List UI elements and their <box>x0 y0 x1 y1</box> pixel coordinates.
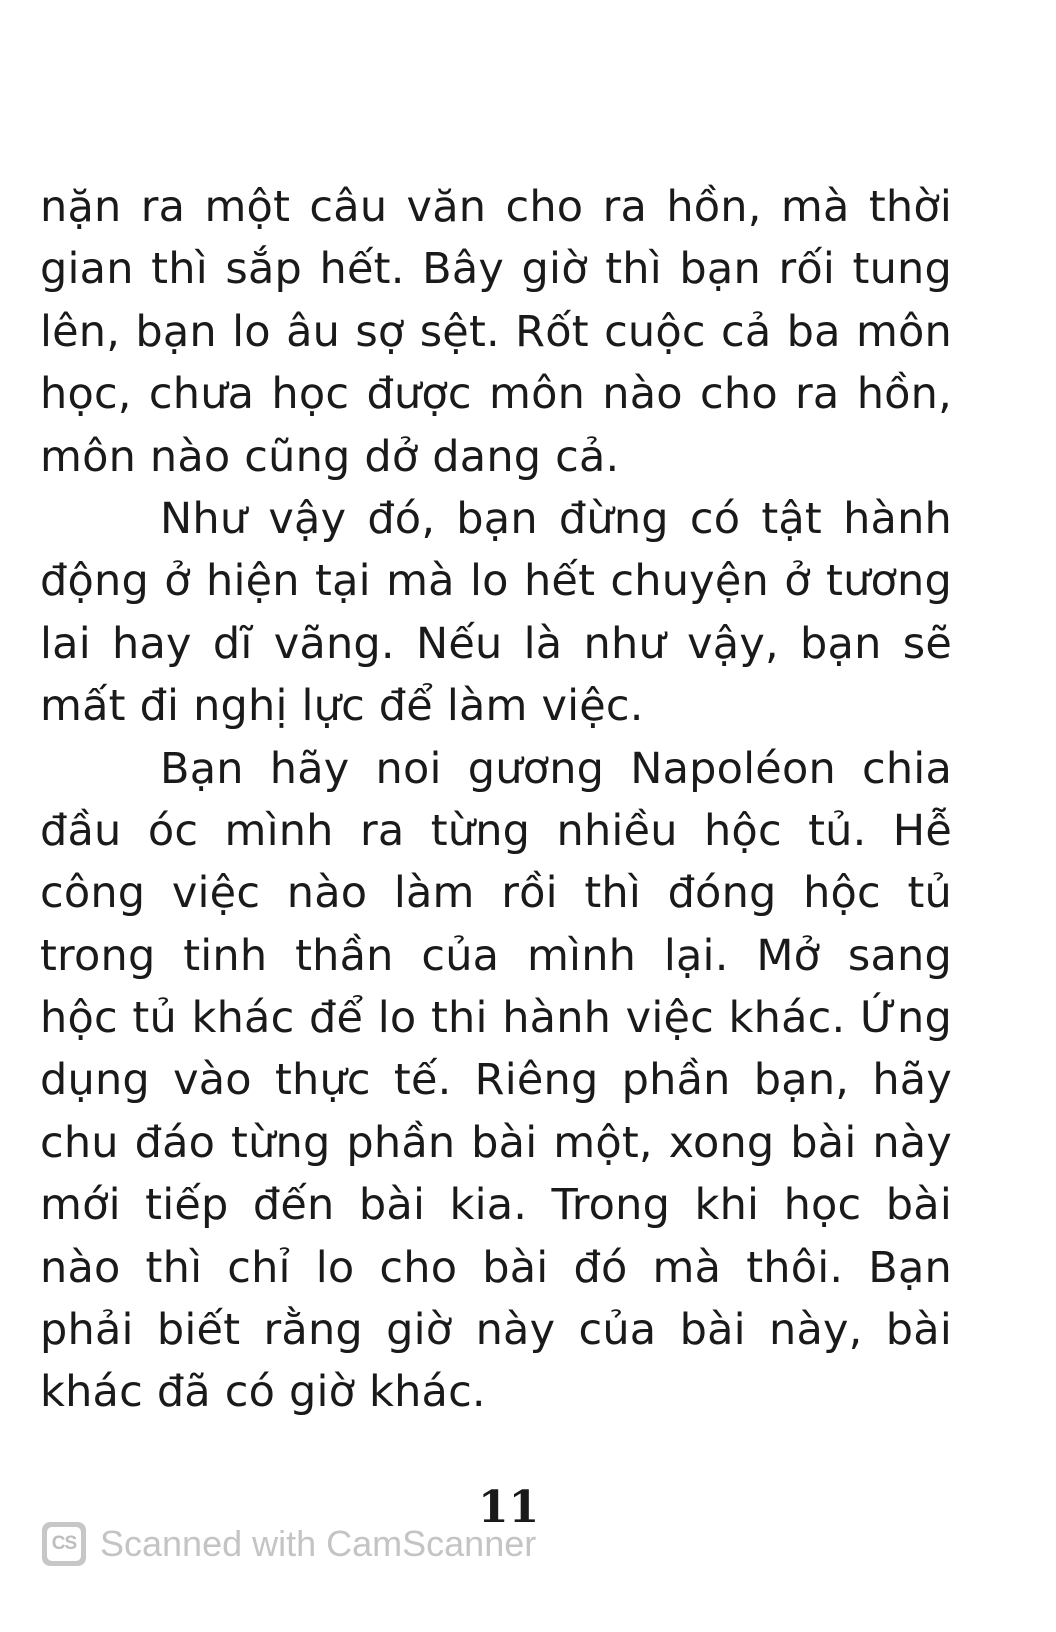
camscanner-logo-text: CS <box>47 1527 81 1561</box>
text-line: phải biết rằng giờ này của bài này, bài <box>40 1305 952 1356</box>
text-line: động ở hiện tại mà lo hết chuyện ở tương <box>40 556 952 607</box>
text-line: mới tiếp đến bài kia. Trong khi học bài <box>40 1180 952 1231</box>
text-line: nào thì chỉ lo cho bài đó mà thôi. Bạn <box>40 1242 952 1293</box>
text-line: nặn ra một câu văn cho ra hồn, mà thời <box>40 182 952 232</box>
text-line: mất đi nghị lực để làm việc. <box>40 681 644 732</box>
text-line: khác đã có giờ khác. <box>40 1367 486 1418</box>
watermark-text: Scanned with CamScanner <box>100 1523 537 1564</box>
text-line: gian thì sắp hết. Bây giờ thì bạn rối tung <box>40 244 952 295</box>
camscanner-logo-icon <box>42 1522 86 1566</box>
text-line-paragraph-start: Như vậy đó, bạn đừng có tật hành <box>160 493 952 544</box>
text-line: dụng vào thực tế. Riêng phần bạn, hãy <box>40 1055 952 1106</box>
text-line: đầu óc mình ra từng nhiều hộc tủ. Hễ <box>40 805 952 856</box>
text-line-paragraph-start: Bạn hãy noi gương Napoléon chia <box>160 743 952 794</box>
page-body-text <box>40 176 952 1424</box>
camscanner-watermark <box>42 1518 536 1570</box>
text-line: học, chưa học được môn nào cho ra hồn, <box>40 369 952 420</box>
text-line: môn nào cũng dở dang cả. <box>40 431 620 482</box>
text-line: trong tinh thần của mình lại. Mở sang <box>40 930 952 981</box>
page-number: 11 <box>478 1482 540 1533</box>
text-line: chu đáo từng phần bài một, xong bài này <box>40 1117 952 1168</box>
text-line: lên, bạn lo âu sợ sệt. Rốt cuộc cả ba môn <box>40 306 952 357</box>
text-line: lai hay dĩ vãng. Nếu là như vậy, bạn sẽ <box>40 618 952 669</box>
text-line: hộc tủ khác để lo thi hành việc khác. Ứng <box>40 993 952 1044</box>
text-line: công việc nào làm rồi thì đóng hộc tủ <box>40 868 952 919</box>
